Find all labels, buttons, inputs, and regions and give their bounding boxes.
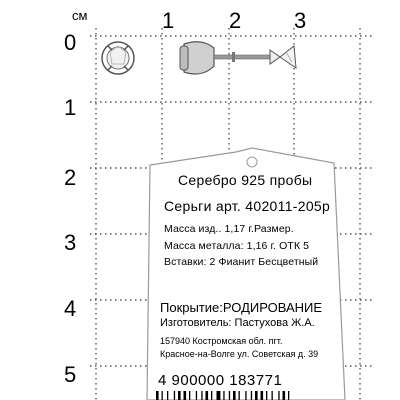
barcode-bar (189, 391, 190, 400)
column-number-2: 2 (229, 8, 242, 33)
barcode-bar (272, 391, 273, 400)
row-number-2: 2 (64, 165, 77, 190)
tag-metal-purity: Серебро 925 пробы (178, 172, 313, 188)
barcode-bar (211, 391, 212, 400)
tag-manufacturer: Изготовитель: Пастухова Ж.А. (160, 317, 315, 329)
barcode-bar (178, 391, 181, 400)
barcode-bar (217, 391, 221, 400)
column-number-3: 3 (294, 8, 307, 33)
barcode-bar (266, 391, 267, 400)
tag-hole (247, 157, 257, 167)
tag-address-line1: 157940 Костромская обл. пгт. (160, 336, 283, 346)
earring-side-view (180, 42, 296, 74)
barcode-bar (196, 391, 197, 400)
barcode-bar (255, 391, 258, 400)
barcode-bar (167, 391, 168, 400)
barcode-number: 4 900000 183771 (158, 372, 283, 389)
row-number-0: 0 (64, 30, 77, 55)
barcode-bar (184, 391, 187, 400)
barcode-bar (229, 391, 230, 400)
barcode-bar (283, 391, 286, 400)
barcode-bar (233, 391, 236, 400)
row-number-1: 1 (64, 95, 77, 120)
barcode-bar (288, 391, 289, 400)
barcode-bar (201, 391, 202, 400)
barcode-bar (245, 391, 246, 400)
barcode-bar (156, 391, 159, 400)
barcode-bar (278, 391, 279, 400)
barcode-bar (261, 391, 264, 400)
barcode-bar (239, 391, 240, 400)
column-number-1: 1 (162, 8, 175, 33)
unit-label: см (72, 8, 88, 23)
barcode-bar (162, 391, 163, 400)
row-number-5: 5 (64, 362, 77, 387)
barcode-bar (223, 391, 224, 400)
tag-address-line2: Красное-на-Волге ул. Советская д. 39 (160, 349, 319, 359)
barcode-bar (206, 391, 209, 400)
row-number-3: 3 (64, 230, 77, 255)
tag-metal-weight: Масса металла: 1,16 г. ОТК 5 (164, 240, 310, 252)
tag-inserts: Вставки: 2 Фианит Бесцветный (164, 256, 319, 268)
earring-front-view (102, 42, 134, 74)
barcode-bar (174, 391, 175, 400)
row-number-4: 4 (64, 296, 77, 321)
tag-article: Серьги арт. 402011-205р (164, 198, 331, 214)
barcode-bar (251, 391, 252, 400)
tag-coating: Покрытие:РОДИРОВАНИЕ (160, 300, 323, 315)
tag-item-weight: Масса изд.. 1,17 г.Размер. (164, 223, 294, 235)
